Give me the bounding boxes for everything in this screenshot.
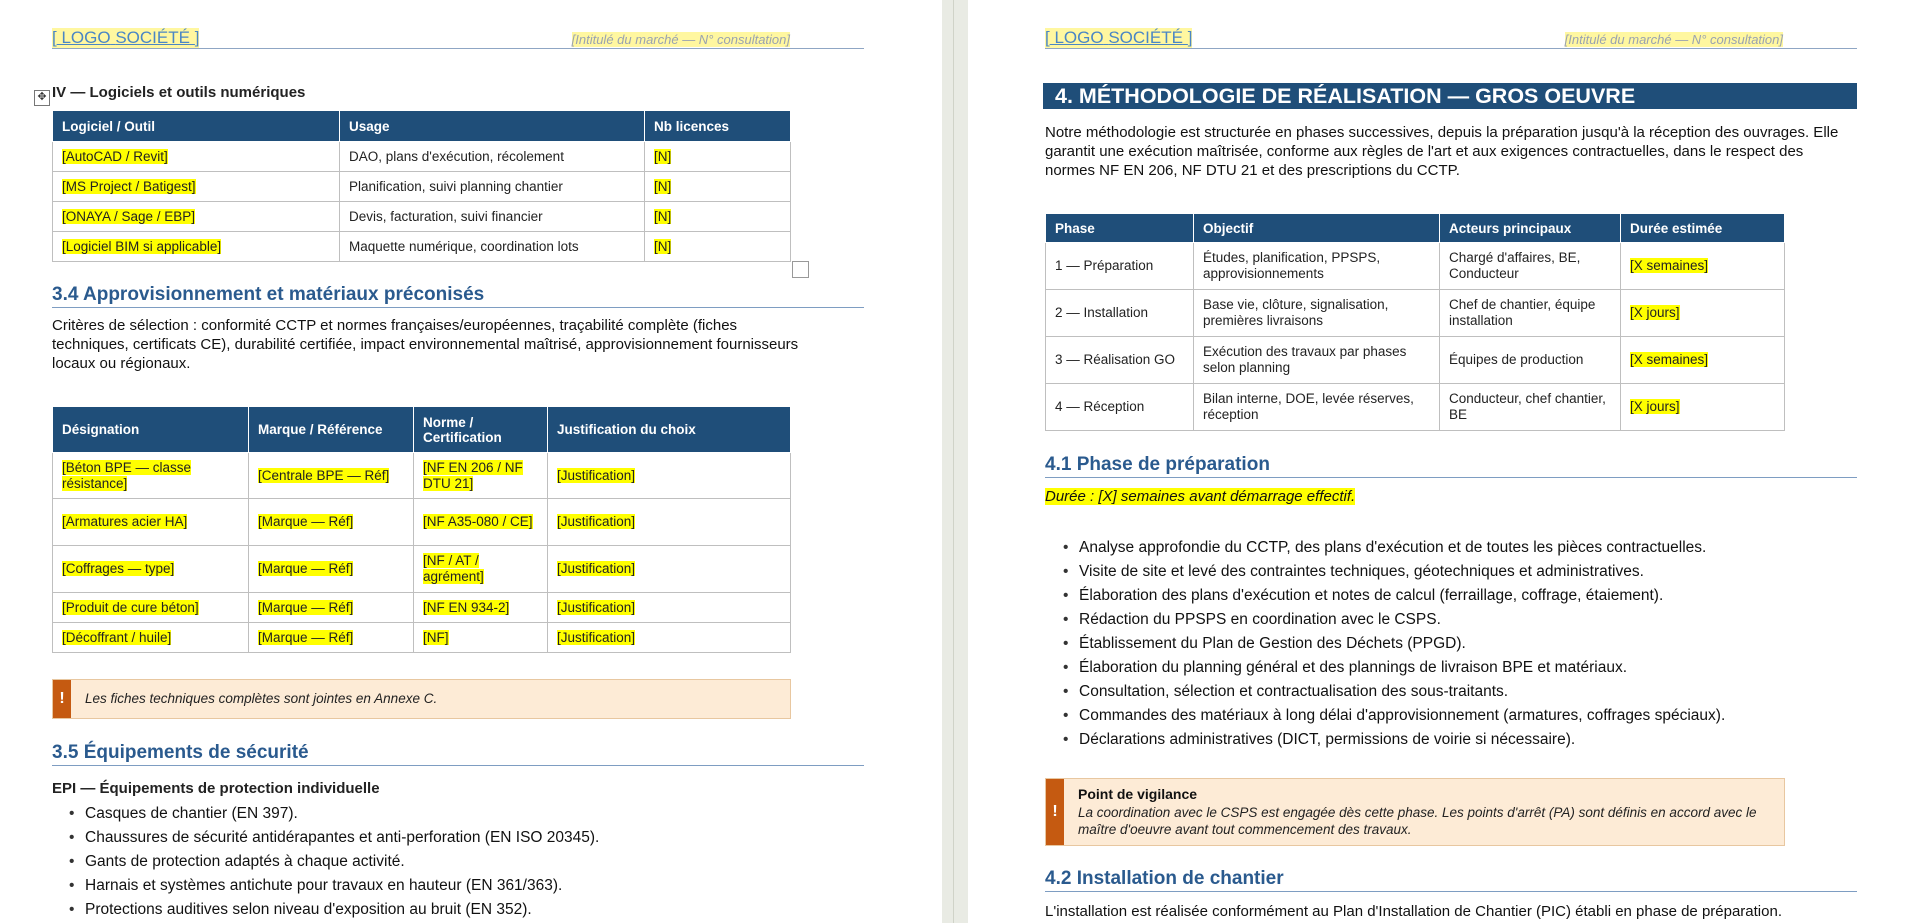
table-end-marker[interactable] — [792, 261, 809, 278]
table-header-row — [1046, 214, 1785, 243]
column-header: Désignation — [53, 407, 249, 453]
section-heading-3-4: 3.4 Approvisionnement et matériaux préconisés — [52, 284, 864, 308]
gutter-divider — [953, 0, 954, 923]
annex-note-callout — [52, 679, 791, 719]
table-cell: [Justification] — [548, 593, 791, 623]
table-cell: [Marque — Réf] — [249, 499, 414, 546]
section-heading-3-5: 3.5 Équipements de sécurité — [52, 742, 864, 766]
list-item: • Consultation, sélection et contractualisation des sous-traitants. — [1059, 680, 1725, 704]
table-row — [53, 172, 791, 202]
table-cell: Devis, facturation, suivi financier — [340, 202, 645, 232]
list-item: • Chaussures de sécurité antidérapantes et anti-perforation (EN ISO 20345). — [65, 826, 599, 850]
table-cell: [MS Project / Batigest] — [53, 172, 340, 202]
list-item: • Harnais et systèmes antichute pour travaux en hauteur (EN 361/363). — [65, 874, 599, 898]
list-item: • Gants de protection adaptés à chaque activité. — [65, 850, 599, 874]
epi-list — [65, 802, 599, 922]
table-cell: [Justification] — [548, 499, 791, 546]
table-cell: Base vie, clôture, signalisation, premières livraisons — [1194, 290, 1440, 337]
table-cell: [X semaines] — [1621, 337, 1785, 384]
column-header: Phase — [1046, 214, 1194, 243]
list-item: • Élaboration du planning général et des plannings de livraison BPE et matériaux. — [1059, 656, 1725, 680]
table-cell: [N] — [645, 202, 791, 232]
table-row — [53, 202, 791, 232]
table-cell: Études, planification, PPSPS, approvisionnements — [1194, 243, 1440, 290]
list-item: • Visite de site et levé des contraintes techniques, géotechniques et administratives. — [1059, 560, 1725, 584]
table-cell: [Logiciel BIM si applicable] — [53, 232, 340, 262]
table-cell: [Béton BPE — classe résistance] — [53, 453, 249, 499]
table-cell: [X jours] — [1621, 290, 1785, 337]
table-cell: 3 — Réalisation GO — [1046, 337, 1194, 384]
table-cell: Chargé d'affaires, BE, Conducteur — [1440, 243, 1621, 290]
list-item: • Analyse approfondie du CCTP, des plans d'exécution et de toutes les pièces contractuelles. — [1059, 536, 1725, 560]
list-item: • Protections auditives selon niveau d'exposition au bruit (EN 352). — [65, 898, 599, 922]
list-item: • Établissement du Plan de Gestion des Déchets (PPGD). — [1059, 632, 1725, 656]
table-cell: [Justification] — [548, 623, 791, 653]
table-cell: [Coffrages — type] — [53, 546, 249, 593]
table-cell: Chef de chantier, équipe installation — [1440, 290, 1621, 337]
materials-table — [52, 406, 791, 653]
table-row — [53, 623, 791, 653]
list-item: • Rédaction du PPSPS en coordination avec le CSPS. — [1059, 608, 1725, 632]
methodology-intro: Notre méthodologie est structurée en phases successives, depuis la préparation jusqu'à la réception des ouvrages. Elle garantit une exécution maîtrisée, conforme aux règles de l'art et aux exigences contractuelles, dans le respect des normes NF EN 206, NF DTU 21 et des prescriptions du CCTP. — [1045, 124, 1839, 179]
table-cell: [NF / AT / agrément] — [414, 546, 548, 593]
table-cell: [NF] — [414, 623, 548, 653]
table-row — [53, 499, 791, 546]
company-logo-placeholder: [ LOGO SOCIÉTÉ ] — [1045, 28, 1193, 47]
table-header-row — [53, 111, 791, 142]
table-cell: [Centrale BPE — Réf] — [249, 453, 414, 499]
column-header: Marque / Référence — [249, 407, 414, 453]
table-row — [53, 546, 791, 593]
table-cell: [Armatures acier HA] — [53, 499, 249, 546]
table-cell: [N] — [645, 172, 791, 202]
epi-subtitle: EPI — Équipements de protection individuelle — [52, 780, 380, 797]
list-item: • Casques de chantier (EN 397). — [65, 802, 599, 826]
table-row — [53, 593, 791, 623]
table-cell: 2 — Installation — [1046, 290, 1194, 337]
table-cell: [Justification] — [548, 453, 791, 499]
phases-table — [1045, 213, 1785, 431]
table-cell: Conducteur, chef chantier, BE — [1440, 384, 1621, 431]
table-cell: Équipes de production — [1440, 337, 1621, 384]
preparation-duration: Durée : [X] semaines avant démarrage effectif. — [1045, 488, 1356, 505]
section-4-2-text: L'installation est réalisée conformément au Plan d'Installation de Chantier (PIC) établi en phase de préparation. — [1045, 903, 1782, 920]
table-cell: [Marque — Réf] — [249, 623, 414, 653]
column-header: Norme / Certification — [414, 407, 548, 453]
table-cell: Planification, suivi planning chantier — [340, 172, 645, 202]
table-header-row — [53, 407, 791, 453]
table-row — [53, 232, 791, 262]
table-row — [1046, 243, 1785, 290]
company-logo-placeholder: [ LOGO SOCIÉTÉ ] — [52, 28, 200, 47]
software-table-caption: IV — Logiciels et outils numériques — [52, 84, 306, 101]
table-row — [53, 142, 791, 172]
document-page-right — [968, 0, 1918, 923]
column-header: Acteurs principaux — [1440, 214, 1621, 243]
table-cell: [NF A35-080 / CE] — [414, 499, 548, 546]
chapter-banner: 4. MÉTHODOLOGIE DE RÉALISATION — GROS OEUVRE — [1043, 83, 1857, 109]
table-cell: Exécution des travaux par phases selon planning — [1194, 337, 1440, 384]
column-header: Durée estimée — [1621, 214, 1785, 243]
table-cell: Maquette numérique, coordination lots — [340, 232, 645, 262]
market-title-placeholder: [Intitulé du marché — N° consultation] — [571, 32, 790, 47]
table-move-handle-icon[interactable]: ✥ — [34, 90, 50, 106]
software-table — [52, 110, 791, 262]
list-item: • Élaboration des plans d'exécution et notes de calcul (ferraillage, coffrage, étaiement). — [1059, 584, 1725, 608]
market-title-placeholder: [Intitulé du marché — N° consultation] — [1564, 32, 1783, 47]
warning-icon: ! — [53, 680, 71, 718]
table-cell: [X jours] — [1621, 384, 1785, 431]
table-cell: [NF EN 934-2] — [414, 593, 548, 623]
table-cell: Bilan interne, DOE, levée réserves, réception — [1194, 384, 1440, 431]
table-cell: DAO, plans d'exécution, récolement — [340, 142, 645, 172]
table-cell: [N] — [645, 232, 791, 262]
table-cell: [Marque — Réf] — [249, 593, 414, 623]
table-cell: [AutoCAD / Revit] — [53, 142, 340, 172]
column-header: Objectif — [1194, 214, 1440, 243]
vigilance-callout — [1045, 778, 1785, 846]
warning-icon: ! — [1046, 779, 1064, 845]
page-header — [52, 26, 864, 49]
section-heading-4-2: 4.2 Installation de chantier — [1045, 868, 1857, 892]
table-row — [53, 453, 791, 499]
table-cell: [Justification] — [548, 546, 791, 593]
list-item: • Déclarations administratives (DICT, permissions de voirie si nécessaire). — [1059, 728, 1725, 752]
table-row — [1046, 290, 1785, 337]
column-header: Nb licences — [645, 111, 791, 142]
table-cell: [N] — [645, 142, 791, 172]
table-cell: 1 — Préparation — [1046, 243, 1194, 290]
table-cell: [Marque — Réf] — [249, 546, 414, 593]
vigilance-text: La coordination avec le CSPS est engagée dès cette phase. Les points d'arrêt (PA) sont définis en accord avec le maître d'oeuvre avant tout commencement des travaux. — [1078, 805, 1757, 837]
preparation-list — [1059, 536, 1725, 752]
table-cell: [ONAYA / Sage / EBP] — [53, 202, 340, 232]
table-cell: 4 — Réception — [1046, 384, 1194, 431]
section-heading-4-1: 4.1 Phase de préparation — [1045, 454, 1857, 478]
column-header: Logiciel / Outil — [53, 111, 340, 142]
page-gutter — [942, 0, 968, 923]
table-row — [1046, 337, 1785, 384]
column-header: Justification du choix — [548, 407, 791, 453]
vigilance-title: Point de vigilance — [1078, 786, 1198, 802]
table-cell: [Produit de cure béton] — [53, 593, 249, 623]
list-item: • Commandes des matériaux à long délai d'approvisionnement (armatures, coffrages spéciaux). — [1059, 704, 1725, 728]
table-row — [1046, 384, 1785, 431]
page-header — [1045, 26, 1857, 49]
table-cell: [NF EN 206 / NF DTU 21] — [414, 453, 548, 499]
table-cell: [Décoffrant / huile] — [53, 623, 249, 653]
section-3-4-text: Critères de sélection : conformité CCTP et normes françaises/européennes, traçabilité complète (fiches techniques, certificats CE), durabilité certifiée, impact environnemental maîtrisé, approvisionnement fournisseurs locaux ou régionaux. — [52, 317, 799, 372]
column-header: Usage — [340, 111, 645, 142]
callout-text: Les fiches techniques complètes sont jointes en Annexe C. — [85, 691, 438, 706]
table-cell: [X semaines] — [1621, 243, 1785, 290]
document-page-left — [0, 0, 942, 923]
